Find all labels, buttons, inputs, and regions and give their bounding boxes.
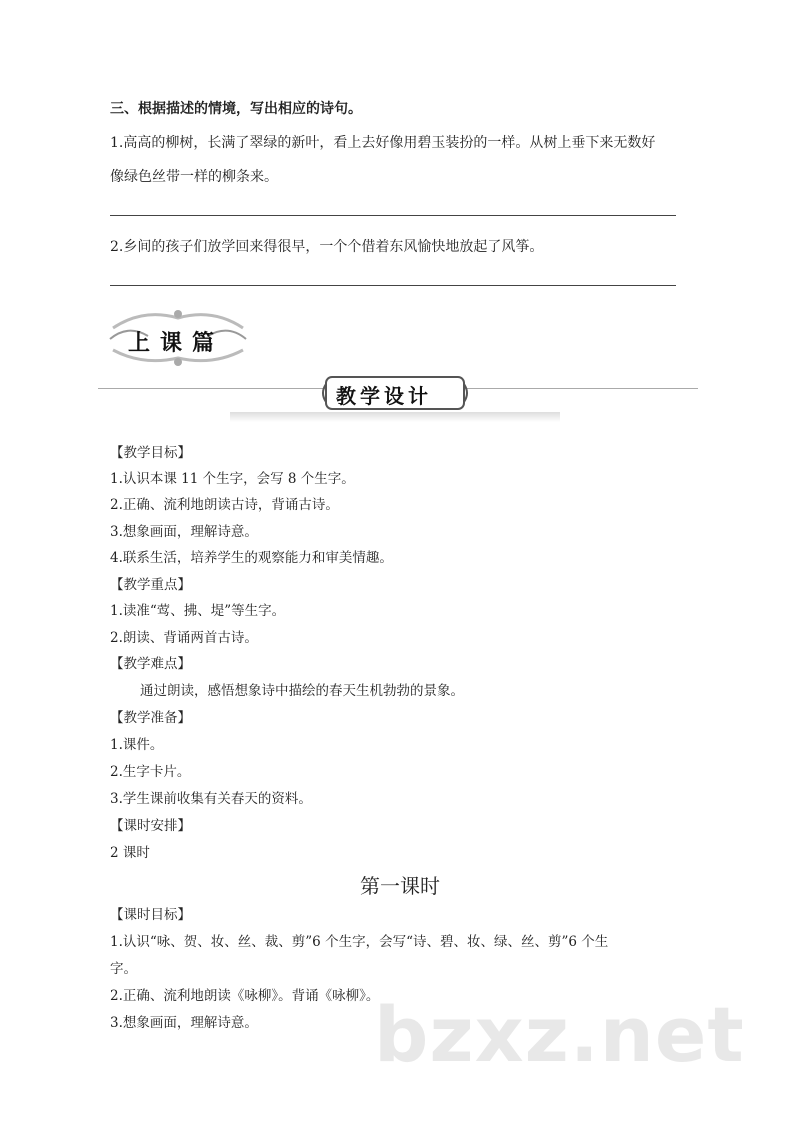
section-label: 上课篇 [128,331,225,356]
question-1-line-1: 1.高高的柳树，长满了翠绿的新叶，看上去好像用碧玉装扮的一样。从树上垂下来无数好 [110,135,656,151]
section-heading: 三、根据描述的情境，写出相应的诗句。 [110,101,362,117]
lesson-title: 第一课时 [360,874,440,898]
teaching-line: 【课时安排】 [110,818,191,834]
teaching-line: 3.想象画面，理解诗意。 [110,524,258,540]
lesson-line: 3.想象画面，理解诗意。 [110,1015,258,1031]
teaching-line: 通过朗读，感悟想象诗中描绘的春天生机勃勃的景象。 [140,683,464,699]
teaching-line: 1.认识本课 11 个生字，会写 8 个生字。 [110,471,355,487]
teaching-line: 【教学难点】 [110,656,191,672]
watermark: bzxz.net [374,990,745,1079]
teaching-line: 2.生字卡片。 [110,764,191,780]
lesson-line: 【课时目标】 [110,907,191,923]
teaching-line: 2 课时 [110,845,150,861]
teaching-line: 2.朗读、背诵两首古诗。 [110,630,258,646]
lesson-line: 字。 [110,961,137,977]
teaching-line: 1.读准“莺、拂、堤”等生字。 [110,603,286,619]
teaching-line: 4.联系生活，培养学生的观察能力和审美情趣。 [110,550,393,566]
question-2: 2.乡间的孩子们放学回来得很早，一个个借着东风愉快地放起了风筝。 [110,239,544,255]
teaching-line: 1.课件。 [110,737,164,753]
banner-shadow [230,412,560,422]
lesson-line: 1.认识“咏、贺、妆、丝、裁、剪”6 个生字，会写“诗、碧、妆、绿、丝、剪”6 个生 [110,934,609,950]
teaching-line: 【教学准备】 [110,710,191,726]
answer-line-1 [110,215,676,216]
lesson-line: 2.正确、流利地朗读《咏柳》。背诵《咏柳》。 [110,988,380,1004]
banner-title: 教学设计 [336,384,432,408]
teaching-line: 【教学目标】 [110,445,191,461]
teaching-line: 3.学生课前收集有关春天的资料。 [110,791,312,807]
answer-line-2 [110,285,676,286]
teaching-line: 【教学重点】 [110,577,191,593]
teaching-line: 2.正确、流利地朗读古诗，背诵古诗。 [110,497,339,513]
question-1-line-2: 像绿色丝带一样的柳条来。 [110,169,278,185]
